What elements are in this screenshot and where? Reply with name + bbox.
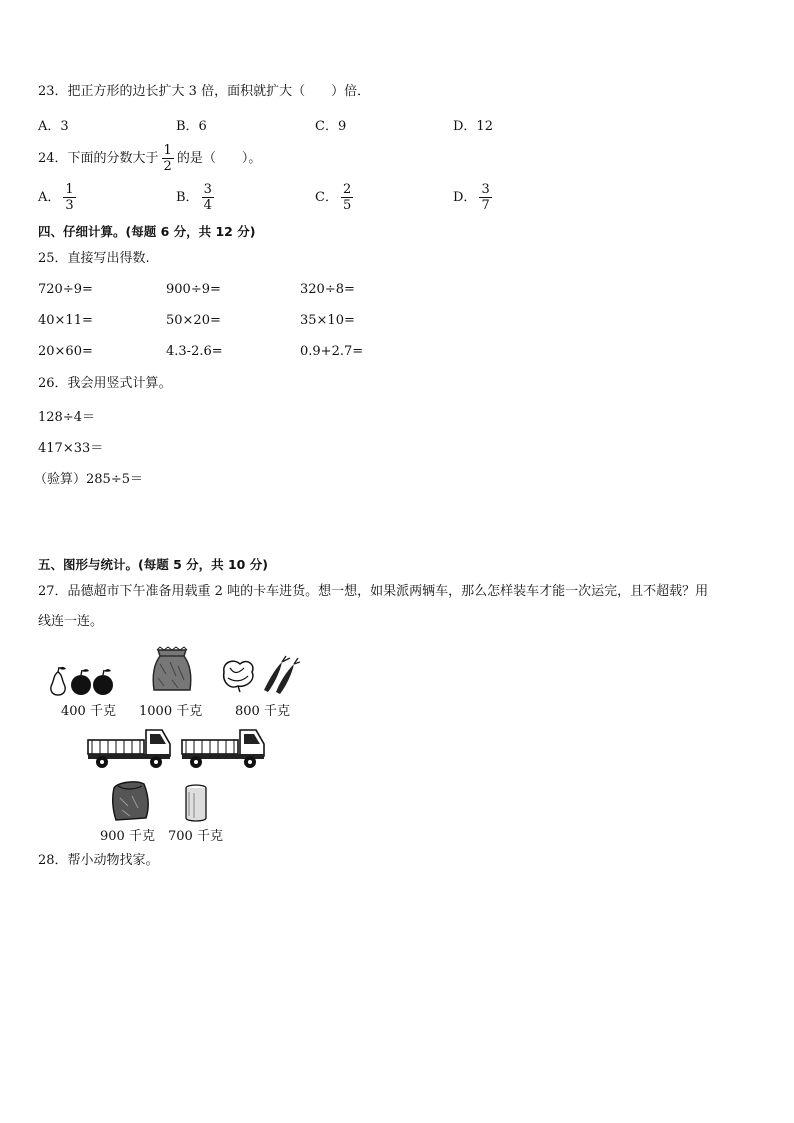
option-label: B．	[176, 190, 199, 205]
fraction-numerator: 3	[203, 182, 212, 197]
barrel-icon	[184, 784, 208, 822]
q27-stem-line2: 线连一连。	[38, 614, 104, 629]
goods-weight-label: 1000 千克	[139, 704, 203, 719]
option-label: A．	[38, 190, 61, 205]
option-label: C．	[315, 190, 338, 205]
calc-item: 0.9+2.7=	[300, 344, 364, 359]
goods-weight-label: 700 千克	[168, 829, 223, 844]
q24-stem-fraction	[162, 143, 174, 174]
vertical-calc-item: 417×33＝	[38, 441, 104, 456]
fraction-denominator: 4	[203, 198, 212, 213]
q24-option-c	[315, 182, 356, 213]
q25-stem: 25．直接写出得数.	[38, 251, 150, 266]
option-fraction	[202, 182, 214, 213]
fraction-denominator: 5	[342, 198, 352, 213]
truck-icon[interactable]	[180, 726, 268, 770]
truck-icon[interactable]	[86, 726, 174, 770]
q26-stem: 26．我会用竖式计算。	[38, 376, 172, 391]
vertical-calc-item: （验算）285÷5＝	[34, 472, 143, 487]
fraction-denominator: 2	[163, 159, 172, 174]
q24-option-a	[38, 182, 79, 213]
vegetables-icon	[220, 654, 302, 694]
q24-option-b	[176, 182, 217, 213]
calc-item: 40×11=	[38, 313, 93, 328]
option-fraction	[341, 182, 353, 213]
q28-stem: 28．帮小动物找家。	[38, 853, 159, 868]
calc-item: 720÷9=	[38, 282, 93, 297]
option-fraction	[63, 182, 75, 213]
goods-weight-label: 800 千克	[235, 704, 290, 719]
fraction-numerator: 1	[65, 182, 74, 197]
fruit-icon	[48, 664, 120, 696]
vertical-calc-item: 128÷4＝	[38, 410, 95, 425]
fraction-denominator: 3	[65, 198, 74, 213]
section-5-title: 五、图形与统计。(每题 5 分，共 10 分)	[38, 557, 268, 572]
sack-icon	[148, 646, 196, 694]
q23-stem: 23．把正方形的边长扩大 3 倍，面积就扩大（ ）倍．	[38, 84, 371, 99]
fraction-numerator: 3	[481, 182, 490, 197]
q23-option-c: C．9	[315, 119, 347, 134]
fraction-denominator: 7	[481, 198, 490, 213]
fraction-numerator: 2	[342, 182, 352, 197]
calc-item: 20×60=	[38, 344, 93, 359]
q23-option-a: A．3	[38, 119, 69, 134]
section-4-title: 四、仔细计算。(每题 6 分，共 12 分)	[38, 224, 256, 239]
q24-stem-before: 24．下面的分数大于	[38, 151, 159, 166]
calc-item: 50×20=	[166, 313, 221, 328]
goods-weight-label: 400 千克	[61, 704, 116, 719]
option-fraction	[479, 182, 491, 213]
calc-item: 35×10=	[300, 313, 355, 328]
goods-weight-label: 900 千克	[100, 829, 155, 844]
option-label: D．	[453, 190, 477, 205]
bag-icon	[108, 780, 152, 822]
calc-item: 900÷9=	[166, 282, 221, 297]
q23-option-b: B．6	[176, 119, 207, 134]
q23-option-d: D．12	[453, 119, 493, 134]
q27-stem-line1: 27．品德超市下午准备用载重 2 吨的卡车进货。想一想，如果派两辆车，那么怎样装车才能一次运完，且不超载？用	[38, 584, 709, 599]
q24-stem-after: 的是（ ）。	[176, 151, 262, 166]
q24-option-d	[453, 182, 495, 213]
calc-item: 320÷8=	[300, 282, 355, 297]
calc-item: 4.3-2.6=	[166, 344, 223, 359]
fraction-numerator: 1	[163, 143, 172, 158]
q24-stem	[38, 143, 261, 174]
